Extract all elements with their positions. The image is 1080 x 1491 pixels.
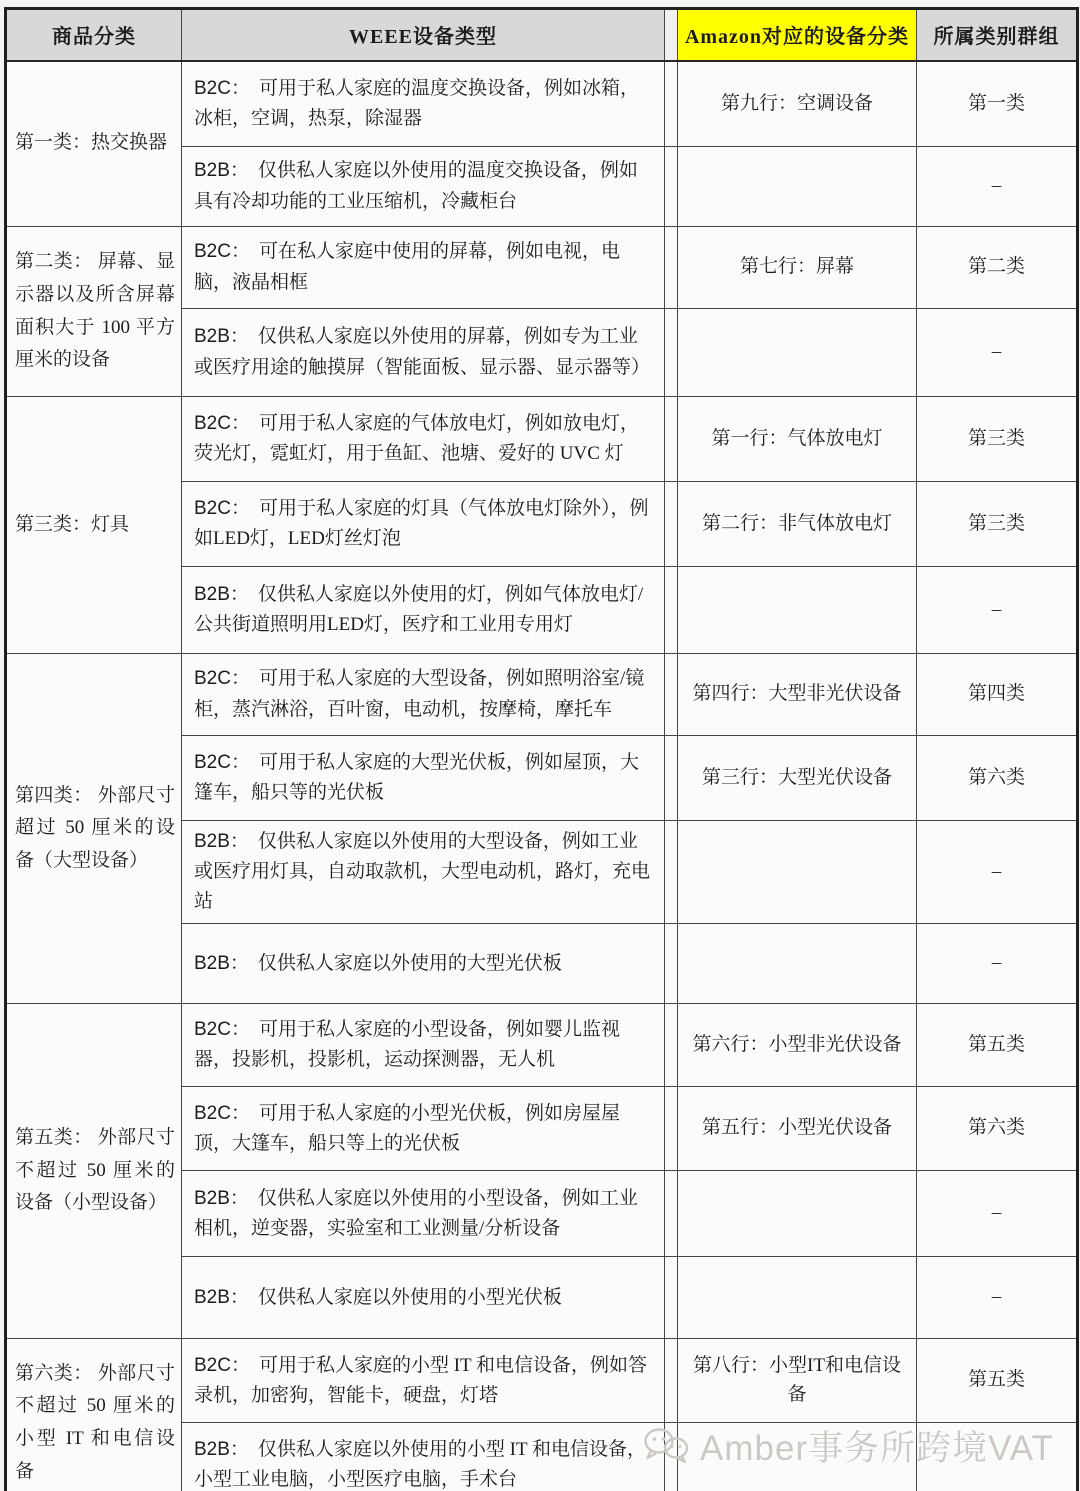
table-row [6, 654, 1078, 736]
amazon-text: 第五行：小型光伏设备 [701, 1117, 892, 1139]
amazon-cell [678, 309, 917, 397]
table-row [6, 1004, 1078, 1087]
watermark-text: Amber事务所跨境VAT [700, 1429, 1054, 1468]
header-amazon-category: Amazon对应的设备分类 [678, 9, 917, 61]
weee-desc: 仅供私人家庭以外使用的屏幕，例如专为工业或医疗用途的触摸屏（智能面板、显示器、显示器等） [194, 326, 651, 378]
group-text: 第五类 [967, 1369, 1025, 1391]
category-text: 第五类： 外部尺寸不超过 50 厘米的设备（小型设备） [15, 1127, 175, 1214]
table-row [6, 227, 1078, 309]
weee-desc: 可用于私人家庭的气体放电灯，例如放电灯，荧光灯，霓虹灯，用于鱼缸、池塘、爱好的 UVC 灯 [194, 412, 639, 464]
weee-cell [182, 1004, 665, 1087]
amazon-cell [678, 482, 917, 567]
weee-desc: 可用于私人家庭的大型光伏板，例如屋顶，大篷车，船只等的光伏板 [194, 751, 639, 803]
group-text: 第二类 [967, 256, 1025, 278]
amazon-text: 第三行：大型光伏设备 [701, 766, 892, 788]
b2x-label: B2C： [194, 1102, 250, 1124]
group-cell [917, 309, 1078, 397]
group-cell [917, 1339, 1078, 1423]
spacer-cell [665, 1339, 678, 1423]
category-cell [6, 654, 182, 1004]
amazon-cell [678, 924, 917, 1004]
weee-cell [182, 1423, 665, 1491]
spacer-cell [665, 482, 678, 567]
category-text: 第四类： 外部尺寸超过 50 厘米的设备（大型设备） [15, 784, 175, 871]
category-cell [6, 1004, 182, 1339]
weee-desc: 仅供私人家庭以外使用的大型光伏板 [257, 952, 562, 974]
b2x-label: B2C： [194, 412, 250, 434]
weee-desc: 可用于私人家庭的小型光伏板，例如房屋屋顶，大篷车，船只等上的光伏板 [194, 1102, 620, 1154]
table-row [6, 61, 1078, 147]
weee-desc: 仅供私人家庭以外使用的灯，例如气体放电灯/公共街道照明用LED灯，医疗和工业用专用灯 [194, 583, 644, 635]
amazon-cell [678, 1257, 917, 1339]
group-cell [917, 1423, 1078, 1491]
spacer-cell [665, 397, 678, 482]
group-text: – [991, 341, 1002, 363]
weee-cell [182, 1171, 665, 1257]
spacer-cell [665, 1171, 678, 1257]
group-text: 第一类 [967, 92, 1025, 114]
spacer-cell [665, 61, 678, 147]
spacer-cell [665, 309, 678, 397]
amazon-cell [678, 1004, 917, 1087]
category-text: 第一类：热交换器 [15, 132, 168, 154]
amazon-cell [678, 397, 917, 482]
spacer-cell [665, 1423, 678, 1491]
group-text: – [991, 1202, 1002, 1224]
amazon-cell [678, 1171, 917, 1257]
weee-desc: 仅供私人家庭以外使用的小型 IT 和电信设备，小型工业电脑，小型医疗电脑，手术台 [194, 1439, 647, 1491]
weee-desc: 可在私人家庭中使用的屏幕，例如电视，电脑，液晶相框 [194, 241, 620, 293]
weee-cell [182, 924, 665, 1004]
b2x-label: B2B： [194, 952, 249, 974]
weee-desc: 可用于私人家庭的灯具（气体放电灯除外），例如LED灯，LED灯丝灯泡 [194, 497, 649, 549]
spacer-cell [665, 1004, 678, 1087]
table-row [6, 397, 1078, 482]
amazon-text: 第八行：小型IT和电信设备 [693, 1355, 901, 1405]
group-text: 第三类 [967, 512, 1025, 534]
weee-cell [182, 1257, 665, 1339]
group-cell [917, 1257, 1078, 1339]
weee-desc: 仅供私人家庭以外使用的温度交换设备，例如具有冷却功能的工业压缩机，冷藏柜台 [194, 160, 638, 212]
b2x-label: B2C： [194, 497, 250, 519]
group-cell [917, 397, 1078, 482]
weee-cell [182, 654, 665, 736]
weee-cell [182, 227, 665, 309]
group-cell [917, 1087, 1078, 1171]
spacer-cell [665, 1087, 678, 1171]
weee-desc: 仅供私人家庭以外使用的小型光伏板 [257, 1286, 562, 1308]
b2x-label: B2B： [194, 583, 249, 605]
b2x-label: B2B： [194, 160, 249, 182]
weee-cell [182, 736, 665, 821]
amazon-text: 第一行：气体放电灯 [711, 427, 883, 449]
group-text: 第六类 [967, 766, 1025, 788]
b2x-label: B2B： [194, 831, 249, 852]
amazon-text: 第四行：大型非光伏设备 [692, 683, 902, 705]
b2x-label: B2C： [194, 1354, 250, 1376]
amazon-text: 第七行：屏幕 [739, 256, 854, 278]
category-text: 第二类： 屏幕、显示器以及所含屏幕面积大于 100 平方厘米的设备 [15, 251, 175, 371]
weee-desc: 仅供私人家庭以外使用的小型设备，例如工业相机，逆变器，实验室和工业测量/分析设备 [194, 1187, 638, 1239]
group-text: – [991, 598, 1002, 620]
b2x-label: B2B： [194, 1439, 249, 1461]
spacer-cell [665, 821, 678, 924]
group-cell [917, 654, 1078, 736]
header-group: 所属类别群组 [917, 9, 1078, 61]
group-text: – [991, 860, 1002, 882]
spacer-cell [665, 924, 678, 1004]
amazon-cell [678, 1087, 917, 1171]
group-text: – [991, 952, 1002, 974]
group-cell [917, 61, 1078, 147]
group-text: 第五类 [967, 1033, 1025, 1055]
weee-classification-table [4, 7, 1079, 1491]
weee-cell [182, 309, 665, 397]
group-text: 第四类 [967, 683, 1025, 705]
category-text: 第三类：灯具 [15, 513, 130, 535]
group-cell [917, 482, 1078, 567]
b2x-label: B2C： [194, 751, 250, 773]
group-cell [917, 1004, 1078, 1087]
spacer-cell [665, 1257, 678, 1339]
spacer-cell [665, 567, 678, 654]
header-row [6, 9, 1078, 61]
b2x-label: B2C： [194, 668, 250, 690]
group-text: 第六类 [967, 1117, 1025, 1139]
amazon-cell [678, 654, 917, 736]
group-cell [917, 227, 1078, 309]
weee-cell [182, 482, 665, 567]
weee-cell [182, 61, 665, 147]
header-weee-type: WEEE设备类型 [182, 9, 665, 61]
table-row [6, 1339, 1078, 1423]
weee-desc: 可用于私人家庭的小型设备，例如婴儿监视器，投影机，投影机，运动探测器，无人机 [194, 1019, 620, 1071]
amazon-cell [678, 736, 917, 821]
b2x-label: B2C： [194, 241, 250, 263]
amazon-text: 第九行：空调设备 [720, 92, 873, 114]
weee-cell [182, 147, 665, 227]
group-text: – [991, 175, 1002, 197]
spacer-cell [665, 227, 678, 309]
spacer-cell [665, 654, 678, 736]
amazon-cell [678, 227, 917, 309]
amazon-cell [678, 821, 917, 924]
weee-desc: 可用于私人家庭的大型设备，例如照明浴室/镜柜，蒸汽淋浴，百叶窗，电动机，按摩椅，摩托车 [194, 668, 645, 720]
amazon-text: 第六行：小型非光伏设备 [692, 1033, 902, 1055]
header-product-category: 商品分类 [6, 9, 182, 61]
amazon-cell [678, 61, 917, 147]
spacer-cell [665, 147, 678, 227]
group-cell [917, 736, 1078, 821]
b2x-label: B2B： [194, 326, 249, 348]
category-cell [6, 397, 182, 654]
amazon-cell [678, 147, 917, 227]
weee-cell [182, 397, 665, 482]
amazon-text: 第二行：非气体放电灯 [701, 512, 892, 534]
b2x-label: B2B： [194, 1286, 249, 1308]
header-spacer [665, 9, 678, 61]
group-cell [917, 1171, 1078, 1257]
b2x-label: B2B： [194, 1187, 249, 1209]
amazon-cell [678, 1423, 917, 1491]
weee-cell [182, 1087, 665, 1171]
b2x-label: B2C： [194, 77, 250, 99]
spacer-cell [665, 736, 678, 821]
category-cell [6, 61, 182, 227]
group-text: – [991, 1286, 1002, 1308]
weee-cell [182, 821, 665, 924]
weee-desc: 可用于私人家庭的温度交换设备，例如冰箱，冰柜，空调，热泵，除湿器 [194, 77, 639, 129]
b2x-label: B2C： [194, 1019, 250, 1041]
amazon-cell [678, 567, 917, 654]
group-cell [917, 147, 1078, 227]
category-cell [6, 1339, 182, 1491]
category-cell [6, 227, 182, 397]
weee-desc: 仅供私人家庭以外使用的大型设备，例如工业或医疗用灯具，自动取款机，大型电动机，路灯，充电站 [194, 831, 651, 913]
weee-cell [182, 1339, 665, 1423]
weee-desc: 可用于私人家庭的小型 IT 和电信设备，例如答录机，加密狗，智能卡，硬盘，灯塔 [194, 1354, 648, 1406]
group-cell [917, 821, 1078, 924]
amazon-cell [678, 1339, 917, 1423]
category-text: 第六类： 外部尺寸不超过 50 厘米的小型 IT 和电信设备 [15, 1362, 175, 1482]
group-cell [917, 567, 1078, 654]
group-cell [917, 924, 1078, 1004]
weee-cell [182, 567, 665, 654]
group-text: 第三类 [967, 427, 1025, 449]
